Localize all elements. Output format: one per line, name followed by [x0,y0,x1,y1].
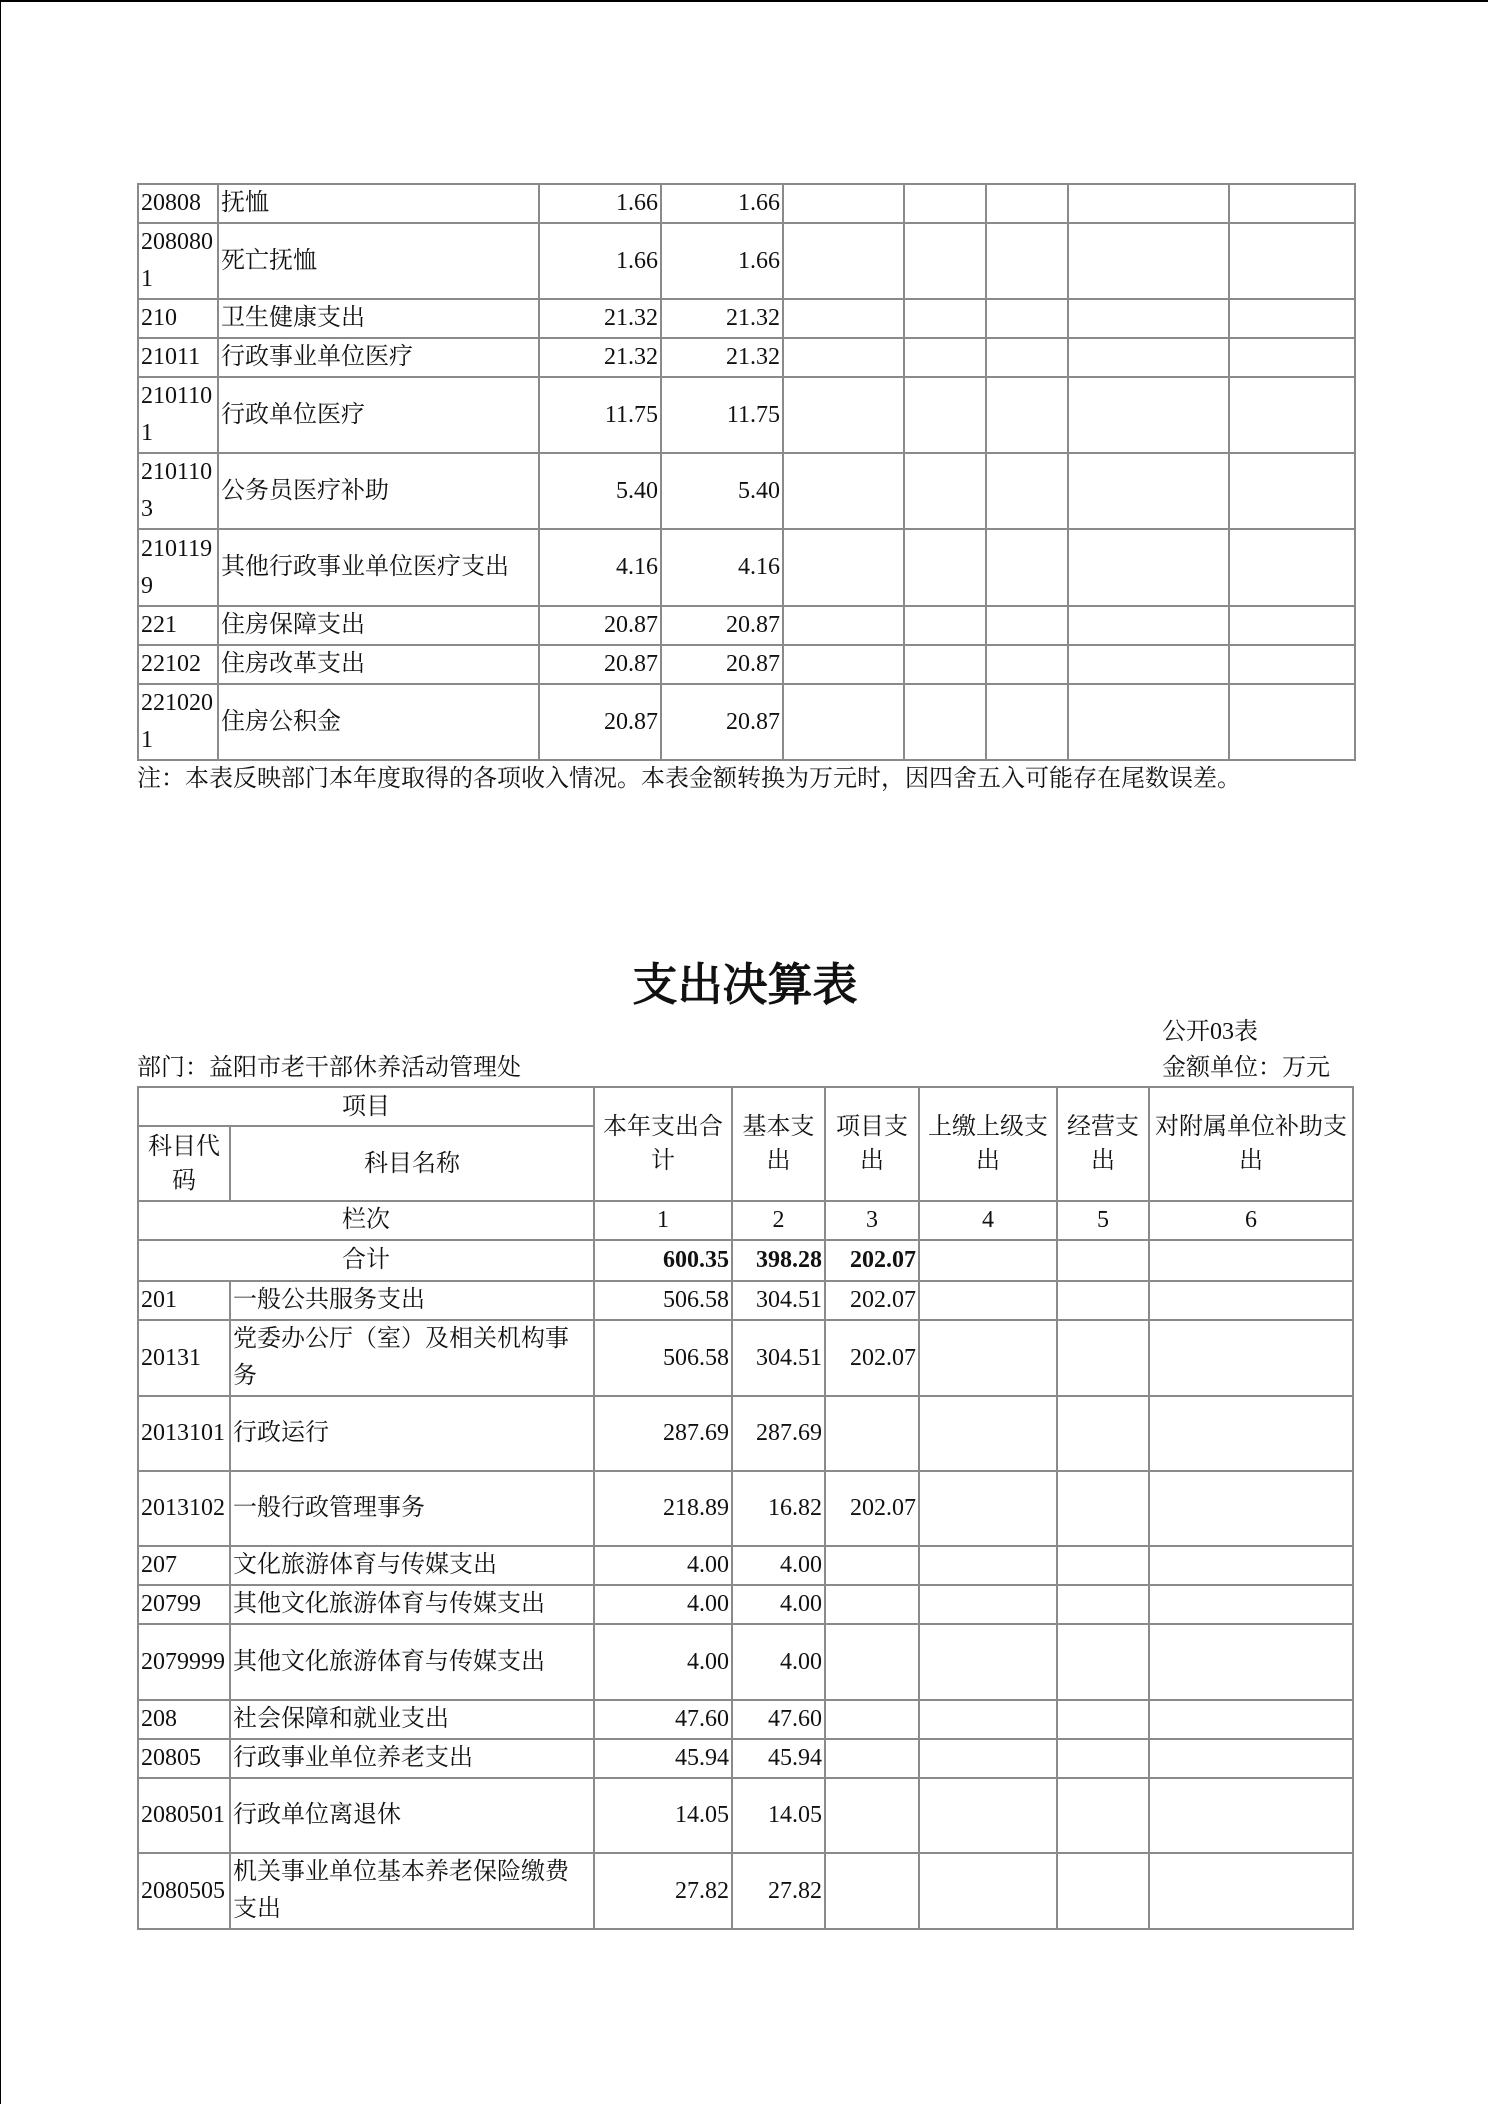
amount-cell: 20.87 [661,684,783,760]
amount-cell [919,1739,1057,1778]
empty-cell [783,377,904,453]
empty-cell [1068,223,1229,299]
empty-cell [1229,684,1355,760]
amount-cell: 287.69 [732,1396,825,1471]
empty-cell [986,684,1068,760]
subject-code: 201 [138,1281,230,1320]
form-number: 公开03表 [1162,1019,1258,1045]
amount-cell: 4.16 [539,529,661,606]
header-col-6: 对附属单位补助支出 [1149,1087,1353,1201]
amount-cell: 218.89 [594,1471,732,1546]
expense-table [137,1086,1354,1930]
amount-cell [1057,1281,1149,1320]
page-title: 支出决算表 [632,958,858,1011]
amount-cell: 4.00 [732,1624,825,1700]
header-col-2: 基本支出 [732,1087,825,1201]
empty-cell [904,223,986,299]
amount-cell [919,1700,1057,1739]
subject-code: 2079999 [138,1624,230,1700]
table-row [138,1396,1353,1471]
total-value [919,1240,1057,1281]
table-row [138,606,1355,645]
table-note: 注：本表反映部门本年度取得的各项收入情况。本表金额转换为万元时，因四舍五入可能存在尾数误差。 [137,766,1241,792]
amount-cell [1149,1700,1353,1739]
amount-cell: 21.32 [539,338,661,377]
amount-cell [1057,1396,1149,1471]
empty-cell [904,529,986,606]
total-value: 398.28 [732,1240,825,1281]
amount-cell: 20.87 [539,606,661,645]
amount-cell [919,1396,1057,1471]
income-section [137,183,1357,797]
amount-cell [1057,1471,1149,1546]
empty-cell [904,184,986,223]
amount-cell: 47.60 [594,1700,732,1739]
amount-cell: 14.05 [732,1778,825,1853]
amount-cell: 11.75 [539,377,661,453]
amount-cell [825,1853,919,1929]
empty-cell [1068,377,1229,453]
amount-cell: 4.00 [732,1546,825,1585]
header-col-1: 本年支出合计 [594,1087,732,1201]
amount-cell: 5.40 [661,453,783,529]
empty-cell [783,684,904,760]
subject-code: 2101103 [138,453,218,529]
amount-cell: 304.51 [732,1320,825,1396]
table-row [138,1585,1353,1624]
empty-cell [986,223,1068,299]
amount-cell: 202.07 [825,1320,919,1396]
form-info [1162,1014,1330,1086]
subject-name: 行政单位离退休 [230,1778,594,1853]
subject-code: 20808 [138,184,218,223]
amount-cell [1057,1739,1149,1778]
subject-name: 住房公积金 [218,684,539,760]
amount-cell: 27.82 [732,1853,825,1929]
subject-name: 行政事业单位养老支出 [230,1739,594,1778]
empty-cell [783,529,904,606]
amount-cell [1149,1624,1353,1700]
amount-cell [825,1546,919,1585]
amount-cell: 304.51 [732,1281,825,1320]
table-row [138,338,1355,377]
subject-name: 一般公共服务支出 [230,1281,594,1320]
subject-name: 抚恤 [218,184,539,223]
header-col-5: 经营支出 [1057,1087,1149,1201]
subject-name: 住房改革支出 [218,645,539,684]
amount-cell [919,1320,1057,1396]
amount-cell: 20.87 [539,684,661,760]
subject-name: 行政事业单位医疗 [218,338,539,377]
amount-cell [1149,1853,1353,1929]
subject-code: 2080505 [138,1853,230,1929]
amount-unit: 金额单位：万元 [1162,1055,1330,1081]
amount-cell: 21.32 [539,299,661,338]
subject-code: 210 [138,299,218,338]
amount-cell: 4.16 [661,529,783,606]
amount-cell: 1.66 [539,223,661,299]
empty-cell [1068,529,1229,606]
empty-cell [1068,299,1229,338]
table-row [138,529,1355,606]
empty-cell [1229,606,1355,645]
subject-code: 207 [138,1546,230,1585]
subject-code: 2013101 [138,1396,230,1471]
amount-cell: 20.87 [539,645,661,684]
amount-cell [1149,1546,1353,1585]
empty-cell [1229,338,1355,377]
amount-cell: 202.07 [825,1471,919,1546]
empty-cell [783,299,904,338]
empty-cell [904,684,986,760]
amount-cell: 202.07 [825,1281,919,1320]
empty-cell [904,606,986,645]
subject-code: 2101101 [138,377,218,453]
amount-cell [1149,1585,1353,1624]
subject-name: 行政运行 [230,1396,594,1471]
subject-code: 2080801 [138,223,218,299]
header-col-3: 项目支出 [825,1087,919,1201]
table-row [138,1778,1353,1853]
amount-cell: 45.94 [594,1739,732,1778]
total-value: 202.07 [825,1240,919,1281]
subject-code: 20131 [138,1320,230,1396]
amount-cell: 1.66 [539,184,661,223]
empty-cell [1229,184,1355,223]
total-value [1057,1240,1149,1281]
amount-cell [1149,1739,1353,1778]
subject-name: 住房保障支出 [218,606,539,645]
empty-cell [986,453,1068,529]
empty-cell [1068,684,1229,760]
empty-cell [986,606,1068,645]
table-row [138,453,1355,529]
empty-cell [986,529,1068,606]
amount-cell: 4.00 [594,1585,732,1624]
amount-cell: 45.94 [732,1739,825,1778]
table-subheader [137,1013,1354,1086]
header-name: 科目名称 [230,1126,594,1201]
table-row [138,1281,1353,1320]
empty-cell [783,338,904,377]
amount-cell [825,1700,919,1739]
empty-cell [904,453,986,529]
empty-cell [1229,529,1355,606]
department-label: 部门：益阳市老干部休养活动管理处 [137,1055,521,1081]
amount-cell [1149,1396,1353,1471]
empty-cell [986,377,1068,453]
empty-cell [986,338,1068,377]
subject-name: 党委办公厅（室）及相关机构事务 [230,1320,594,1396]
amount-cell: 506.58 [594,1281,732,1320]
amount-cell: 506.58 [594,1320,732,1396]
amount-cell [1149,1778,1353,1853]
subject-code: 20805 [138,1739,230,1778]
empty-cell [1068,645,1229,684]
amount-cell: 4.00 [594,1546,732,1585]
subject-code: 221 [138,606,218,645]
empty-cell [783,223,904,299]
amount-cell [919,1281,1057,1320]
empty-cell [904,377,986,453]
row-no: 3 [825,1201,919,1240]
subject-code: 2080501 [138,1778,230,1853]
amount-cell [1057,1546,1149,1585]
amount-cell [1149,1320,1353,1396]
amount-cell [919,1853,1057,1929]
amount-cell [825,1739,919,1778]
empty-cell [1068,184,1229,223]
table-row [138,684,1355,760]
amount-cell: 1.66 [661,184,783,223]
amount-cell [919,1471,1057,1546]
row-no: 2 [732,1201,825,1240]
amount-cell [1149,1281,1353,1320]
amount-cell [825,1396,919,1471]
amount-cell [919,1546,1057,1585]
table-row [138,1700,1353,1739]
amount-cell [1057,1585,1149,1624]
empty-cell [1068,338,1229,377]
table-row [138,1546,1353,1585]
amount-cell: 4.00 [594,1624,732,1700]
amount-cell [1057,1853,1149,1929]
subject-name: 其他行政事业单位医疗支出 [218,529,539,606]
empty-cell [783,453,904,529]
amount-cell: 16.82 [732,1471,825,1546]
header-code: 科目代码 [138,1126,230,1201]
table-row [138,1471,1353,1546]
subject-name: 机关事业单位基本养老保险缴费支出 [230,1853,594,1929]
amount-cell: 287.69 [594,1396,732,1471]
amount-cell [825,1585,919,1624]
amount-cell: 21.32 [661,299,783,338]
subject-name: 一般行政管理事务 [230,1471,594,1546]
empty-cell [1229,377,1355,453]
table-row [138,1739,1353,1778]
table-row [138,223,1355,299]
table-row [138,1853,1353,1929]
subject-code: 21011 [138,338,218,377]
subject-code: 2101199 [138,529,218,606]
subject-name: 行政单位医疗 [218,377,539,453]
empty-cell [904,338,986,377]
amount-cell [825,1778,919,1853]
row-no: 6 [1149,1201,1353,1240]
amount-cell [825,1624,919,1700]
subject-code: 2013102 [138,1471,230,1546]
total-label: 合计 [138,1240,594,1281]
expense-section [1,957,1488,1930]
subject-code: 208 [138,1700,230,1739]
total-row [138,1240,1353,1281]
subject-code: 2210201 [138,684,218,760]
total-value [1149,1240,1353,1281]
empty-cell [986,299,1068,338]
subject-name: 其他文化旅游体育与传媒支出 [230,1585,594,1624]
table-row [138,377,1355,453]
amount-cell [1057,1320,1149,1396]
row-no: 1 [594,1201,732,1240]
empty-cell [1229,223,1355,299]
amount-cell: 47.60 [732,1700,825,1739]
empty-cell [1229,299,1355,338]
empty-cell [904,299,986,338]
empty-cell [783,606,904,645]
amount-cell [1057,1778,1149,1853]
amount-cell [1149,1471,1353,1546]
total-value: 600.35 [594,1240,732,1281]
header-item: 项目 [138,1087,594,1126]
subject-code: 20799 [138,1585,230,1624]
amount-cell: 5.40 [539,453,661,529]
amount-cell: 21.32 [661,338,783,377]
empty-cell [986,645,1068,684]
empty-cell [1229,645,1355,684]
empty-cell [783,645,904,684]
empty-cell [904,645,986,684]
subject-name: 社会保障和就业支出 [230,1700,594,1739]
row-no-label: 栏次 [138,1201,594,1240]
amount-cell [919,1585,1057,1624]
empty-cell [986,184,1068,223]
subject-name: 死亡抚恤 [218,223,539,299]
subject-name: 其他文化旅游体育与传媒支出 [230,1624,594,1700]
table-row [138,299,1355,338]
row-no: 4 [919,1201,1057,1240]
amount-cell [1057,1624,1149,1700]
table-row [138,645,1355,684]
empty-cell [1068,453,1229,529]
amount-cell [1057,1700,1149,1739]
amount-cell: 27.82 [594,1853,732,1929]
amount-cell: 20.87 [661,645,783,684]
empty-cell [1229,453,1355,529]
amount-cell: 14.05 [594,1778,732,1853]
subject-code: 22102 [138,645,218,684]
table-row [138,1624,1353,1700]
subject-name: 卫生健康支出 [218,299,539,338]
table-row [138,184,1355,223]
subject-name: 文化旅游体育与传媒支出 [230,1546,594,1585]
header-col-4: 上缴上级支出 [919,1087,1057,1201]
subject-name: 公务员医疗补助 [218,453,539,529]
amount-cell [919,1624,1057,1700]
amount-cell: 11.75 [661,377,783,453]
table-row [138,1320,1353,1396]
amount-cell: 1.66 [661,223,783,299]
amount-cell [919,1778,1057,1853]
income-table-continued [137,183,1356,761]
row-no: 5 [1057,1201,1149,1240]
amount-cell: 20.87 [661,606,783,645]
amount-cell: 4.00 [732,1585,825,1624]
empty-cell [783,184,904,223]
empty-cell [1068,606,1229,645]
